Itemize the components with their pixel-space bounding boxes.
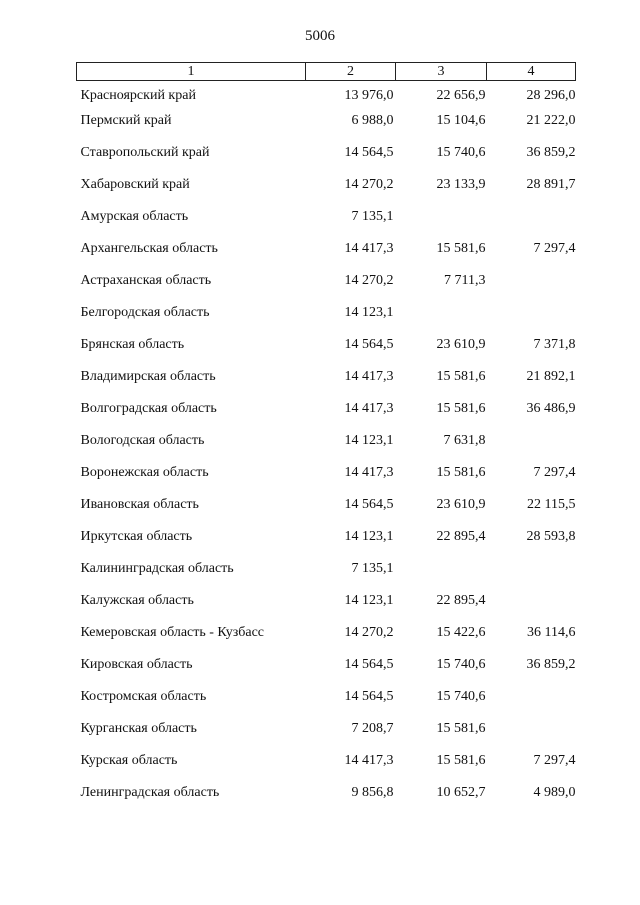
region-name-cell: Кировская область (80, 657, 193, 672)
column-2-value-cell: 14 564,5 (344, 497, 394, 512)
table-body (77, 81, 576, 818)
column-2-value-cell: 7 208,7 (351, 721, 394, 736)
column-3-value-cell: 15 104,6 (436, 113, 486, 128)
table-row (77, 497, 576, 529)
column-3-value-cell: 15 740,6 (436, 657, 486, 672)
column-2-value-cell: 14 270,2 (344, 625, 394, 640)
column-3-value-cell: 15 740,6 (436, 689, 486, 704)
table-row (77, 465, 576, 497)
column-4-value-cell (487, 721, 576, 753)
column-4-value-cell: 36 114,6 (527, 625, 576, 640)
table-row (77, 209, 576, 241)
column-3-value-cell: 10 652,7 (436, 785, 486, 800)
region-name-cell: Волгоградская область (80, 401, 217, 416)
column-4-value-cell (487, 305, 576, 337)
region-name-cell: Курганская область (80, 721, 197, 736)
column-3-value-cell: 22 895,4 (436, 529, 486, 544)
table-header-row (77, 63, 576, 81)
region-name-cell: Калининградская область (80, 561, 234, 576)
column-2-value-cell: 13 976,0 (344, 88, 394, 103)
column-2-value-cell: 14 417,3 (344, 753, 394, 768)
column-3-value-cell: 7 631,8 (443, 433, 486, 448)
table-row (77, 369, 576, 401)
column-3-value-cell: 15 581,6 (436, 401, 486, 416)
column-2-value-cell: 14 270,2 (344, 273, 394, 288)
column-4-value-cell: 22 115,5 (527, 497, 576, 512)
region-name-cell: Белгородская область (80, 305, 210, 320)
region-name-cell: Ставропольский край (80, 145, 210, 160)
column-3-value-cell: 23 610,9 (436, 337, 486, 352)
column-2-value-cell: 14 417,3 (344, 241, 394, 256)
column-2-value-cell: 14 564,5 (344, 689, 394, 704)
column-4-value-cell: 28 891,7 (526, 177, 576, 192)
column-3-value-cell: 23 610,9 (436, 497, 486, 512)
column-header-4: 4 (487, 63, 576, 81)
table-row (77, 561, 576, 593)
column-2-value-cell: 6 988,0 (351, 113, 394, 128)
column-3-value-cell: 15 581,6 (436, 241, 486, 256)
column-3-value-cell: 15 581,6 (436, 369, 486, 384)
column-header-3: 3 (396, 63, 487, 81)
region-name-cell: Кемеровская область - Кузбасс (80, 625, 265, 640)
column-2-value-cell: 7 135,1 (351, 209, 394, 224)
column-4-value-cell: 7 297,4 (533, 465, 576, 480)
table-row (77, 401, 576, 433)
column-2-value-cell: 7 135,1 (351, 561, 394, 576)
data-table (76, 62, 576, 817)
column-4-value-cell (487, 561, 576, 593)
region-name-cell: Воронежская область (80, 465, 209, 480)
region-name-cell: Владимирская область (80, 369, 216, 384)
column-3-value-cell: 15 581,6 (436, 753, 486, 768)
region-name-cell: Красноярский край (80, 88, 196, 103)
table-row (77, 241, 576, 273)
column-2-value-cell: 14 123,1 (344, 593, 394, 608)
column-3-value-cell: 22 895,4 (436, 593, 486, 608)
region-name-cell: Костромская область (80, 689, 207, 704)
column-4-value-cell: 7 297,4 (533, 241, 576, 256)
column-2-value-cell: 14 564,5 (344, 145, 394, 160)
column-4-value-cell: 28 593,8 (526, 529, 576, 544)
region-name-cell: Ленинградская область (80, 785, 220, 800)
column-4-value-cell (487, 689, 576, 721)
column-4-value-cell: 28 296,0 (526, 88, 576, 103)
table-row (77, 145, 576, 177)
region-name-cell: Хабаровский край (80, 177, 190, 192)
table-row (77, 81, 576, 114)
column-4-value-cell: 36 486,9 (526, 401, 576, 416)
column-3-value-cell (396, 209, 487, 241)
column-2-value-cell: 14 417,3 (344, 465, 394, 480)
column-4-value-cell: 7 297,4 (533, 753, 576, 768)
column-2-value-cell: 14 417,3 (344, 369, 394, 384)
column-4-value-cell: 21 892,1 (526, 369, 576, 384)
column-header-2: 2 (306, 63, 396, 81)
column-2-value-cell: 14 123,1 (344, 305, 394, 320)
table-row (77, 593, 576, 625)
page-number: 5006 (305, 28, 335, 44)
column-3-value-cell: 22 656,9 (436, 88, 486, 103)
column-3-value-cell: 15 422,6 (436, 625, 486, 640)
column-3-value-cell: 23 133,9 (436, 177, 486, 192)
region-name-cell: Амурская область (80, 209, 189, 224)
column-header-1: 1 (77, 63, 306, 81)
column-4-value-cell (487, 593, 576, 625)
column-3-value-cell: 15 740,6 (436, 145, 486, 160)
table-row (77, 433, 576, 465)
column-2-value-cell: 9 856,8 (351, 785, 394, 800)
table-row (77, 721, 576, 753)
column-2-value-cell: 14 417,3 (344, 401, 394, 416)
column-2-value-cell: 14 270,2 (344, 177, 394, 192)
column-4-value-cell (487, 433, 576, 465)
column-3-value-cell: 7 711,3 (444, 273, 486, 288)
region-name-cell: Архангельская область (80, 241, 218, 256)
region-name-cell: Пермский край (80, 113, 172, 128)
region-name-cell: Курская область (80, 753, 178, 768)
data-table-container (76, 62, 576, 817)
column-2-value-cell: 14 564,5 (344, 337, 394, 352)
table-row (77, 113, 576, 145)
column-3-value-cell: 15 581,6 (436, 465, 486, 480)
region-name-cell: Брянская область (80, 337, 185, 352)
table-row (77, 177, 576, 209)
region-name-cell: Ивановская область (80, 497, 199, 512)
column-3-value-cell (396, 561, 487, 593)
column-4-value-cell: 36 859,2 (526, 657, 576, 672)
table-row (77, 273, 576, 305)
column-4-value-cell: 21 222,0 (526, 113, 576, 128)
table-row (77, 625, 576, 657)
column-4-value-cell: 36 859,2 (526, 145, 576, 160)
region-name-cell: Калужская область (80, 593, 194, 608)
table-row (77, 657, 576, 689)
region-name-cell: Астраханская область (80, 273, 212, 288)
table-row (77, 753, 576, 785)
table-row (77, 305, 576, 337)
column-4-value-cell: 7 371,8 (533, 337, 576, 352)
region-name-cell: Иркутская область (80, 529, 193, 544)
column-4-value-cell: 4 989,0 (533, 785, 576, 800)
region-name-cell: Вологодская область (80, 433, 205, 448)
table-row (77, 689, 576, 721)
column-2-value-cell: 14 123,1 (344, 433, 394, 448)
column-3-value-cell: 15 581,6 (436, 721, 486, 736)
column-2-value-cell: 14 123,1 (344, 529, 394, 544)
column-4-value-cell (487, 273, 576, 305)
column-2-value-cell: 14 564,5 (344, 657, 394, 672)
table-row (77, 529, 576, 561)
column-4-value-cell (487, 209, 576, 241)
table-row (77, 337, 576, 369)
column-3-value-cell (396, 305, 487, 337)
table-row (77, 785, 576, 817)
